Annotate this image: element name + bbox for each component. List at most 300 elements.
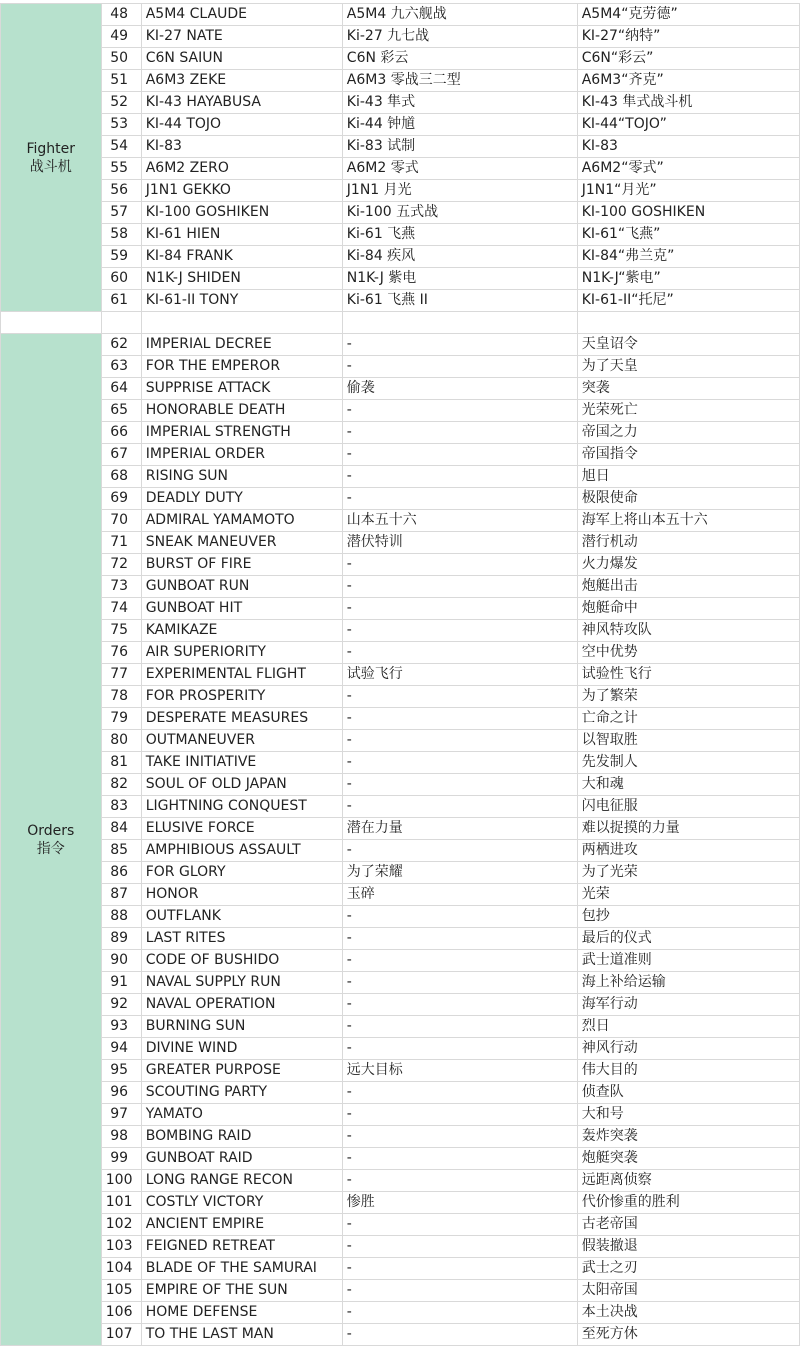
name-cell[interactable]: GUNBOAT HIT bbox=[141, 598, 342, 620]
cn2-cell[interactable]: 大和魂 bbox=[577, 774, 799, 796]
cn1-cell[interactable]: Ki-83 试制 bbox=[342, 136, 577, 158]
cn1-cell[interactable]: - bbox=[342, 334, 577, 356]
table-row bbox=[1, 114, 800, 136]
name-cell[interactable]: KI-44 TOJO bbox=[141, 114, 342, 136]
cn2-cell[interactable]: 神风特攻队 bbox=[577, 620, 799, 642]
cn1-cell[interactable]: - bbox=[342, 466, 577, 488]
cn1-cell[interactable]: C6N 彩云 bbox=[342, 48, 577, 70]
cn2-cell[interactable]: KI-100 GOSHIKEN bbox=[577, 202, 799, 224]
num-cell[interactable]: 74 bbox=[101, 598, 141, 620]
cn1-cell[interactable]: - bbox=[342, 620, 577, 642]
table-row bbox=[1, 730, 800, 752]
cn2-cell[interactable]: 代价惨重的胜利 bbox=[577, 1192, 799, 1214]
name-cell[interactable]: HOME DEFENSE bbox=[141, 1302, 342, 1324]
name-cell[interactable]: FEIGNED RETREAT bbox=[141, 1236, 342, 1258]
cn2-cell[interactable]: 光荣死亡 bbox=[577, 400, 799, 422]
name-cell[interactable]: IMPERIAL ORDER bbox=[141, 444, 342, 466]
num-cell[interactable]: 68 bbox=[101, 466, 141, 488]
cn2-cell[interactable]: 空中优势 bbox=[577, 642, 799, 664]
cn2-cell[interactable]: 试验性飞行 bbox=[577, 664, 799, 686]
cn1-cell[interactable]: - bbox=[342, 1302, 577, 1324]
cn2-cell[interactable]: A5M4“克劳德” bbox=[577, 4, 799, 26]
num-cell[interactable]: 102 bbox=[101, 1214, 141, 1236]
cn1-cell[interactable]: - bbox=[342, 906, 577, 928]
cn2-cell[interactable]: 海军上将山本五十六 bbox=[577, 510, 799, 532]
num-cell[interactable]: 92 bbox=[101, 994, 141, 1016]
num-cell[interactable]: 93 bbox=[101, 1016, 141, 1038]
cn1-cell[interactable]: - bbox=[342, 1148, 577, 1170]
table-row bbox=[1, 1280, 800, 1302]
name-cell[interactable]: EXPERIMENTAL FLIGHT bbox=[141, 664, 342, 686]
num-cell[interactable]: 50 bbox=[101, 48, 141, 70]
cn2-cell[interactable]: 先发制人 bbox=[577, 752, 799, 774]
name-cell[interactable]: BOMBING RAID bbox=[141, 1126, 342, 1148]
table-row bbox=[1, 4, 800, 26]
cn1-cell[interactable]: Ki-27 九七战 bbox=[342, 26, 577, 48]
name-cell[interactable]: TAKE INITIATIVE bbox=[141, 752, 342, 774]
table-row bbox=[1, 532, 800, 554]
cn2-cell[interactable]: 闪电征服 bbox=[577, 796, 799, 818]
name-cell[interactable]: KI-43 HAYABUSA bbox=[141, 92, 342, 114]
name-cell[interactable]: HONORABLE DEATH bbox=[141, 400, 342, 422]
cn1-cell[interactable]: N1K-J 紫电 bbox=[342, 268, 577, 290]
num-cell[interactable]: 76 bbox=[101, 642, 141, 664]
num-cell[interactable]: 94 bbox=[101, 1038, 141, 1060]
table-row bbox=[1, 1104, 800, 1126]
num-cell[interactable]: 82 bbox=[101, 774, 141, 796]
table-row bbox=[1, 884, 800, 906]
num-cell[interactable]: 64 bbox=[101, 378, 141, 400]
name-cell[interactable]: AMPHIBIOUS ASSAULT bbox=[141, 840, 342, 862]
num-cell[interactable]: 96 bbox=[101, 1082, 141, 1104]
num-cell[interactable]: 87 bbox=[101, 884, 141, 906]
name-cell[interactable]: GUNBOAT RUN bbox=[141, 576, 342, 598]
cn2-cell[interactable]: 侦查队 bbox=[577, 1082, 799, 1104]
cn1-cell[interactable]: - bbox=[342, 774, 577, 796]
table-row bbox=[1, 1258, 800, 1280]
cn1-cell[interactable]: 山本五十六 bbox=[342, 510, 577, 532]
cn2-cell[interactable]: 为了光荣 bbox=[577, 862, 799, 884]
table-row bbox=[1, 334, 800, 356]
cn1-cell[interactable]: Ki-61 飞燕 bbox=[342, 224, 577, 246]
cn1-cell[interactable]: - bbox=[342, 752, 577, 774]
cn2-cell[interactable]: 武士道准则 bbox=[577, 950, 799, 972]
table-row bbox=[1, 928, 800, 950]
num-cell[interactable]: 79 bbox=[101, 708, 141, 730]
cn2-cell[interactable]: 亡命之计 bbox=[577, 708, 799, 730]
num-cell[interactable]: 77 bbox=[101, 664, 141, 686]
cn1-cell[interactable]: 潜伏特训 bbox=[342, 532, 577, 554]
name-cell[interactable]: KI-83 bbox=[141, 136, 342, 158]
cn2-cell[interactable]: J1N1“月光” bbox=[577, 180, 799, 202]
cn1-cell[interactable]: - bbox=[342, 708, 577, 730]
cn1-cell[interactable]: - bbox=[342, 1126, 577, 1148]
cn2-cell[interactable]: 旭日 bbox=[577, 466, 799, 488]
num-cell[interactable]: 70 bbox=[101, 510, 141, 532]
name-cell[interactable]: KI-61 HIEN bbox=[141, 224, 342, 246]
num-cell[interactable]: 91 bbox=[101, 972, 141, 994]
num-cell[interactable]: 81 bbox=[101, 752, 141, 774]
num-cell[interactable]: 80 bbox=[101, 730, 141, 752]
num-cell[interactable]: 48 bbox=[101, 4, 141, 26]
num-cell[interactable]: 54 bbox=[101, 136, 141, 158]
table-row bbox=[1, 488, 800, 510]
cn1-cell[interactable]: Ki-61 飞燕 II bbox=[342, 290, 577, 312]
cn1-cell[interactable]: J1N1 月光 bbox=[342, 180, 577, 202]
cn1-cell[interactable]: - bbox=[342, 686, 577, 708]
cn1-cell[interactable]: - bbox=[342, 928, 577, 950]
name-cell[interactable]: KI-100 GOSHIKEN bbox=[141, 202, 342, 224]
table-row bbox=[1, 906, 800, 928]
table-row bbox=[1, 246, 800, 268]
num-cell[interactable]: 98 bbox=[101, 1126, 141, 1148]
cn1-cell[interactable]: - bbox=[342, 554, 577, 576]
name-cell[interactable]: N1K-J SHIDEN bbox=[141, 268, 342, 290]
group-label-en: Fighter bbox=[26, 140, 76, 157]
cn1-cell[interactable]: 远大目标 bbox=[342, 1060, 577, 1082]
num-cell[interactable]: 83 bbox=[101, 796, 141, 818]
cn2-cell[interactable]: 假装撤退 bbox=[577, 1236, 799, 1258]
name-cell[interactable]: FOR THE EMPEROR bbox=[141, 356, 342, 378]
num-cell[interactable]: 88 bbox=[101, 906, 141, 928]
num-cell[interactable]: 52 bbox=[101, 92, 141, 114]
num-cell[interactable]: 67 bbox=[101, 444, 141, 466]
cn1-cell[interactable]: - bbox=[342, 576, 577, 598]
num-cell[interactable]: 61 bbox=[101, 290, 141, 312]
table-row bbox=[1, 378, 800, 400]
cn1-cell[interactable]: 偷袭 bbox=[342, 378, 577, 400]
table-row bbox=[1, 774, 800, 796]
num-cell[interactable]: 58 bbox=[101, 224, 141, 246]
cn1-cell[interactable]: 惨胜 bbox=[342, 1192, 577, 1214]
name-cell[interactable]: RISING SUN bbox=[141, 466, 342, 488]
name-cell[interactable]: OUTMANEUVER bbox=[141, 730, 342, 752]
cn2-cell[interactable]: 远距离侦察 bbox=[577, 1170, 799, 1192]
cn1-cell[interactable]: - bbox=[342, 950, 577, 972]
num-cell[interactable]: 86 bbox=[101, 862, 141, 884]
cn1-cell[interactable]: - bbox=[342, 730, 577, 752]
num-cell[interactable]: 89 bbox=[101, 928, 141, 950]
name-cell[interactable]: SCOUTING PARTY bbox=[141, 1082, 342, 1104]
cn1-cell[interactable]: - bbox=[342, 1016, 577, 1038]
name-cell[interactable]: AIR SUPERIORITY bbox=[141, 642, 342, 664]
name-cell[interactable]: LONG RANGE RECON bbox=[141, 1170, 342, 1192]
table-row bbox=[1, 180, 800, 202]
num-cell[interactable]: 62 bbox=[101, 334, 141, 356]
cn2-cell[interactable]: KI-27“纳特” bbox=[577, 26, 799, 48]
table-row bbox=[1, 136, 800, 158]
table-row bbox=[1, 1038, 800, 1060]
name-cell[interactable]: EMPIRE OF THE SUN bbox=[141, 1280, 342, 1302]
table-row bbox=[1, 268, 800, 290]
num-cell[interactable]: 72 bbox=[101, 554, 141, 576]
name-cell[interactable]: COSTLY VICTORY bbox=[141, 1192, 342, 1214]
cn1-cell[interactable]: - bbox=[342, 642, 577, 664]
cn1-cell[interactable]: - bbox=[342, 1280, 577, 1302]
table-row bbox=[1, 1148, 800, 1170]
name-cell[interactable]: YAMATO bbox=[141, 1104, 342, 1126]
cn2-cell[interactable]: A6M3“齐克” bbox=[577, 70, 799, 92]
table-row bbox=[1, 224, 800, 246]
num-cell[interactable]: 85 bbox=[101, 840, 141, 862]
table-row bbox=[1, 1192, 800, 1214]
table-row bbox=[1, 444, 800, 466]
name-cell[interactable]: IMPERIAL DECREE bbox=[141, 334, 342, 356]
cn2-cell[interactable]: 武士之刃 bbox=[577, 1258, 799, 1280]
name-cell[interactable]: ANCIENT EMPIRE bbox=[141, 1214, 342, 1236]
table-row bbox=[1, 796, 800, 818]
table-row bbox=[1, 1170, 800, 1192]
name-cell[interactable]: IMPERIAL STRENGTH bbox=[141, 422, 342, 444]
name-cell[interactable]: BURNING SUN bbox=[141, 1016, 342, 1038]
cn2-cell[interactable]: 神风行动 bbox=[577, 1038, 799, 1060]
name-cell[interactable]: KI-27 NATE bbox=[141, 26, 342, 48]
name-cell[interactable]: A6M3 ZEKE bbox=[141, 70, 342, 92]
cn2-cell[interactable]: 极限使命 bbox=[577, 488, 799, 510]
num-cell[interactable]: 60 bbox=[101, 268, 141, 290]
cn2-cell[interactable]: 天皇诏令 bbox=[577, 334, 799, 356]
cn1-cell[interactable]: - bbox=[342, 444, 577, 466]
table-row bbox=[1, 510, 800, 532]
table-row bbox=[1, 356, 800, 378]
name-cell[interactable]: BLADE OF THE SAMURAI bbox=[141, 1258, 342, 1280]
num-cell[interactable]: 71 bbox=[101, 532, 141, 554]
name-cell[interactable]: FOR PROSPERITY bbox=[141, 686, 342, 708]
cn2-cell[interactable]: 潜行机动 bbox=[577, 532, 799, 554]
num-cell[interactable]: 97 bbox=[101, 1104, 141, 1126]
table-row bbox=[1, 598, 800, 620]
cn2-cell[interactable]: C6N“彩云” bbox=[577, 48, 799, 70]
cn2-cell[interactable]: KI-61-II“托尼” bbox=[577, 290, 799, 312]
table-row bbox=[1, 620, 800, 642]
cn2-cell[interactable]: KI-61“飞燕” bbox=[577, 224, 799, 246]
cn2-cell[interactable]: 难以捉摸的力量 bbox=[577, 818, 799, 840]
cn2-cell[interactable]: 太阳帝国 bbox=[577, 1280, 799, 1302]
name-cell[interactable]: NAVAL OPERATION bbox=[141, 994, 342, 1016]
name-cell[interactable]: KI-84 FRANK bbox=[141, 246, 342, 268]
group-label-cn: 战斗机 bbox=[29, 158, 72, 175]
cn1-cell[interactable]: 试验飞行 bbox=[342, 664, 577, 686]
name-cell[interactable]: KAMIKAZE bbox=[141, 620, 342, 642]
table-row bbox=[1, 158, 800, 180]
num-cell[interactable]: 49 bbox=[101, 26, 141, 48]
cn1-cell[interactable]: - bbox=[342, 1258, 577, 1280]
cn2-cell[interactable]: N1K-J“紫电” bbox=[577, 268, 799, 290]
table-row bbox=[1, 70, 800, 92]
cn1-cell[interactable]: A6M3 零战三二型 bbox=[342, 70, 577, 92]
cn1-cell[interactable]: A6M2 零式 bbox=[342, 158, 577, 180]
cn2-cell[interactable]: 伟大目的 bbox=[577, 1060, 799, 1082]
cn1-cell[interactable]: Ki-43 隼式 bbox=[342, 92, 577, 114]
cn2-cell[interactable]: 海上补给运输 bbox=[577, 972, 799, 994]
table-row bbox=[1, 708, 800, 730]
table-row bbox=[1, 642, 800, 664]
name-cell[interactable]: DEADLY DUTY bbox=[141, 488, 342, 510]
cn1-cell[interactable]: - bbox=[342, 796, 577, 818]
table-row bbox=[1, 752, 800, 774]
cn1-cell[interactable]: - bbox=[342, 598, 577, 620]
cn1-cell[interactable]: 潜在力量 bbox=[342, 818, 577, 840]
cn1-cell[interactable]: - bbox=[342, 422, 577, 444]
cn1-cell[interactable]: - bbox=[342, 356, 577, 378]
name-cell[interactable]: TO THE LAST MAN bbox=[141, 1324, 342, 1346]
cn2-cell[interactable]: 帝国指令 bbox=[577, 444, 799, 466]
group-label-cell[interactable] bbox=[1, 334, 102, 1346]
table-row bbox=[1, 686, 800, 708]
cn2-cell[interactable]: 为了繁荣 bbox=[577, 686, 799, 708]
table-row bbox=[1, 1082, 800, 1104]
table-row bbox=[1, 840, 800, 862]
table-row bbox=[1, 48, 800, 70]
num-cell[interactable]: 84 bbox=[101, 818, 141, 840]
num-cell[interactable]: 75 bbox=[101, 620, 141, 642]
num-cell[interactable]: 105 bbox=[101, 1280, 141, 1302]
group-label-en: Orders bbox=[27, 822, 75, 839]
num-cell[interactable]: 73 bbox=[101, 576, 141, 598]
name-cell[interactable]: LAST RITES bbox=[141, 928, 342, 950]
cn1-cell[interactable]: - bbox=[342, 994, 577, 1016]
num-cell[interactable]: 103 bbox=[101, 1236, 141, 1258]
table-row bbox=[1, 1060, 800, 1082]
cn2-cell[interactable]: 火力爆发 bbox=[577, 554, 799, 576]
name-cell[interactable]: GREATER PURPOSE bbox=[141, 1060, 342, 1082]
cn2-cell[interactable]: KI-43 隼式战斗机 bbox=[577, 92, 799, 114]
num-cell[interactable]: 69 bbox=[101, 488, 141, 510]
name-cell[interactable]: ADMIRAL YAMAMOTO bbox=[141, 510, 342, 532]
name-cell[interactable]: C6N SAIUN bbox=[141, 48, 342, 70]
empty-cell[interactable] bbox=[101, 312, 141, 334]
num-cell[interactable]: 106 bbox=[101, 1302, 141, 1324]
cn2-cell[interactable]: 光荣 bbox=[577, 884, 799, 906]
cn1-cell[interactable]: - bbox=[342, 972, 577, 994]
table-row bbox=[1, 862, 800, 884]
cn2-cell[interactable]: 炮艇出击 bbox=[577, 576, 799, 598]
cn2-cell[interactable]: 帝国之力 bbox=[577, 422, 799, 444]
table-row bbox=[1, 1126, 800, 1148]
cn2-cell[interactable]: KI-83 bbox=[577, 136, 799, 158]
name-cell[interactable]: J1N1 GEKKO bbox=[141, 180, 342, 202]
cn2-cell[interactable]: 为了天皇 bbox=[577, 356, 799, 378]
group-label-cn: 指令 bbox=[36, 840, 65, 857]
cn2-cell[interactable]: 本土决战 bbox=[577, 1302, 799, 1324]
num-cell[interactable]: 56 bbox=[101, 180, 141, 202]
num-cell[interactable]: 90 bbox=[101, 950, 141, 972]
empty-cell[interactable] bbox=[342, 312, 577, 334]
name-cell[interactable]: A6M2 ZERO bbox=[141, 158, 342, 180]
num-cell[interactable]: 51 bbox=[101, 70, 141, 92]
num-cell[interactable]: 57 bbox=[101, 202, 141, 224]
name-cell[interactable]: SUPPRISE ATTACK bbox=[141, 378, 342, 400]
table-row bbox=[1, 1302, 800, 1324]
cn2-cell[interactable]: 古老帝国 bbox=[577, 1214, 799, 1236]
name-cell[interactable]: DESPERATE MEASURES bbox=[141, 708, 342, 730]
empty-cell[interactable] bbox=[1, 312, 102, 334]
cn1-cell[interactable]: - bbox=[342, 840, 577, 862]
num-cell[interactable]: 66 bbox=[101, 422, 141, 444]
table-row bbox=[1, 92, 800, 114]
cn2-cell[interactable]: 大和号 bbox=[577, 1104, 799, 1126]
cn1-cell[interactable]: - bbox=[342, 1082, 577, 1104]
cn2-cell[interactable]: A6M2“零式” bbox=[577, 158, 799, 180]
cn1-cell[interactable]: Ki-84 疾风 bbox=[342, 246, 577, 268]
cn1-cell[interactable]: - bbox=[342, 1324, 577, 1346]
name-cell[interactable]: KI-61-II TONY bbox=[141, 290, 342, 312]
num-cell[interactable]: 104 bbox=[101, 1258, 141, 1280]
cn1-cell[interactable]: - bbox=[342, 1170, 577, 1192]
cn2-cell[interactable]: 包抄 bbox=[577, 906, 799, 928]
num-cell[interactable]: 63 bbox=[101, 356, 141, 378]
cn1-cell[interactable]: - bbox=[342, 400, 577, 422]
cn1-cell[interactable]: Ki-44 钟馗 bbox=[342, 114, 577, 136]
cn2-cell[interactable]: KI-84“弗兰克” bbox=[577, 246, 799, 268]
table-row bbox=[1, 950, 800, 972]
cn2-cell[interactable]: 两栖进攻 bbox=[577, 840, 799, 862]
cn2-cell[interactable]: 炮艇命中 bbox=[577, 598, 799, 620]
name-cell[interactable]: SOUL OF OLD JAPAN bbox=[141, 774, 342, 796]
name-cell[interactable]: NAVAL SUPPLY RUN bbox=[141, 972, 342, 994]
name-cell[interactable]: SNEAK MANEUVER bbox=[141, 532, 342, 554]
empty-cell[interactable] bbox=[577, 312, 799, 334]
cn2-cell[interactable]: 烈日 bbox=[577, 1016, 799, 1038]
num-cell[interactable]: 107 bbox=[101, 1324, 141, 1346]
name-cell[interactable]: LIGHTNING CONQUEST bbox=[141, 796, 342, 818]
cn1-cell[interactable]: 玉碎 bbox=[342, 884, 577, 906]
name-cell[interactable]: BURST OF FIRE bbox=[141, 554, 342, 576]
table-row bbox=[1, 290, 800, 312]
cn2-cell[interactable]: 轰炸突袭 bbox=[577, 1126, 799, 1148]
cn2-cell[interactable]: 最后的仪式 bbox=[577, 928, 799, 950]
cn2-cell[interactable]: 突袭 bbox=[577, 378, 799, 400]
name-cell[interactable]: ELUSIVE FORCE bbox=[141, 818, 342, 840]
cn1-cell[interactable]: - bbox=[342, 1104, 577, 1126]
table-row bbox=[1, 1214, 800, 1236]
cn1-cell[interactable]: - bbox=[342, 1214, 577, 1236]
num-cell[interactable]: 78 bbox=[101, 686, 141, 708]
cn2-cell[interactable]: KI-44“TOJO” bbox=[577, 114, 799, 136]
num-cell[interactable]: 99 bbox=[101, 1148, 141, 1170]
name-cell[interactable]: CODE OF BUSHIDO bbox=[141, 950, 342, 972]
num-cell[interactable]: 100 bbox=[101, 1170, 141, 1192]
cn2-cell[interactable]: 以智取胜 bbox=[577, 730, 799, 752]
name-cell[interactable]: FOR GLORY bbox=[141, 862, 342, 884]
name-cell[interactable]: HONOR bbox=[141, 884, 342, 906]
num-cell[interactable]: 59 bbox=[101, 246, 141, 268]
table-row bbox=[1, 818, 800, 840]
cn2-cell[interactable]: 至死方休 bbox=[577, 1324, 799, 1346]
name-cell[interactable]: OUTFLANK bbox=[141, 906, 342, 928]
table-row bbox=[1, 664, 800, 686]
data-table bbox=[0, 3, 800, 1346]
group-label-cell[interactable] bbox=[1, 4, 102, 312]
name-cell[interactable]: A5M4 CLAUDE bbox=[141, 4, 342, 26]
cn1-cell[interactable]: A5M4 九六舰战 bbox=[342, 4, 577, 26]
cn1-cell[interactable]: - bbox=[342, 1038, 577, 1060]
num-cell[interactable]: 55 bbox=[101, 158, 141, 180]
empty-cell[interactable] bbox=[141, 312, 342, 334]
num-cell[interactable]: 101 bbox=[101, 1192, 141, 1214]
name-cell[interactable]: GUNBOAT RAID bbox=[141, 1148, 342, 1170]
name-cell[interactable]: DIVINE WIND bbox=[141, 1038, 342, 1060]
cn2-cell[interactable]: 炮艇突袭 bbox=[577, 1148, 799, 1170]
cn1-cell[interactable]: - bbox=[342, 488, 577, 510]
num-cell[interactable]: 53 bbox=[101, 114, 141, 136]
cn1-cell[interactable]: Ki-100 五式战 bbox=[342, 202, 577, 224]
cn2-cell[interactable]: 海军行动 bbox=[577, 994, 799, 1016]
cn1-cell[interactable]: - bbox=[342, 1236, 577, 1258]
num-cell[interactable]: 65 bbox=[101, 400, 141, 422]
num-cell[interactable]: 95 bbox=[101, 1060, 141, 1082]
cn1-cell[interactable]: 为了荣耀 bbox=[342, 862, 577, 884]
